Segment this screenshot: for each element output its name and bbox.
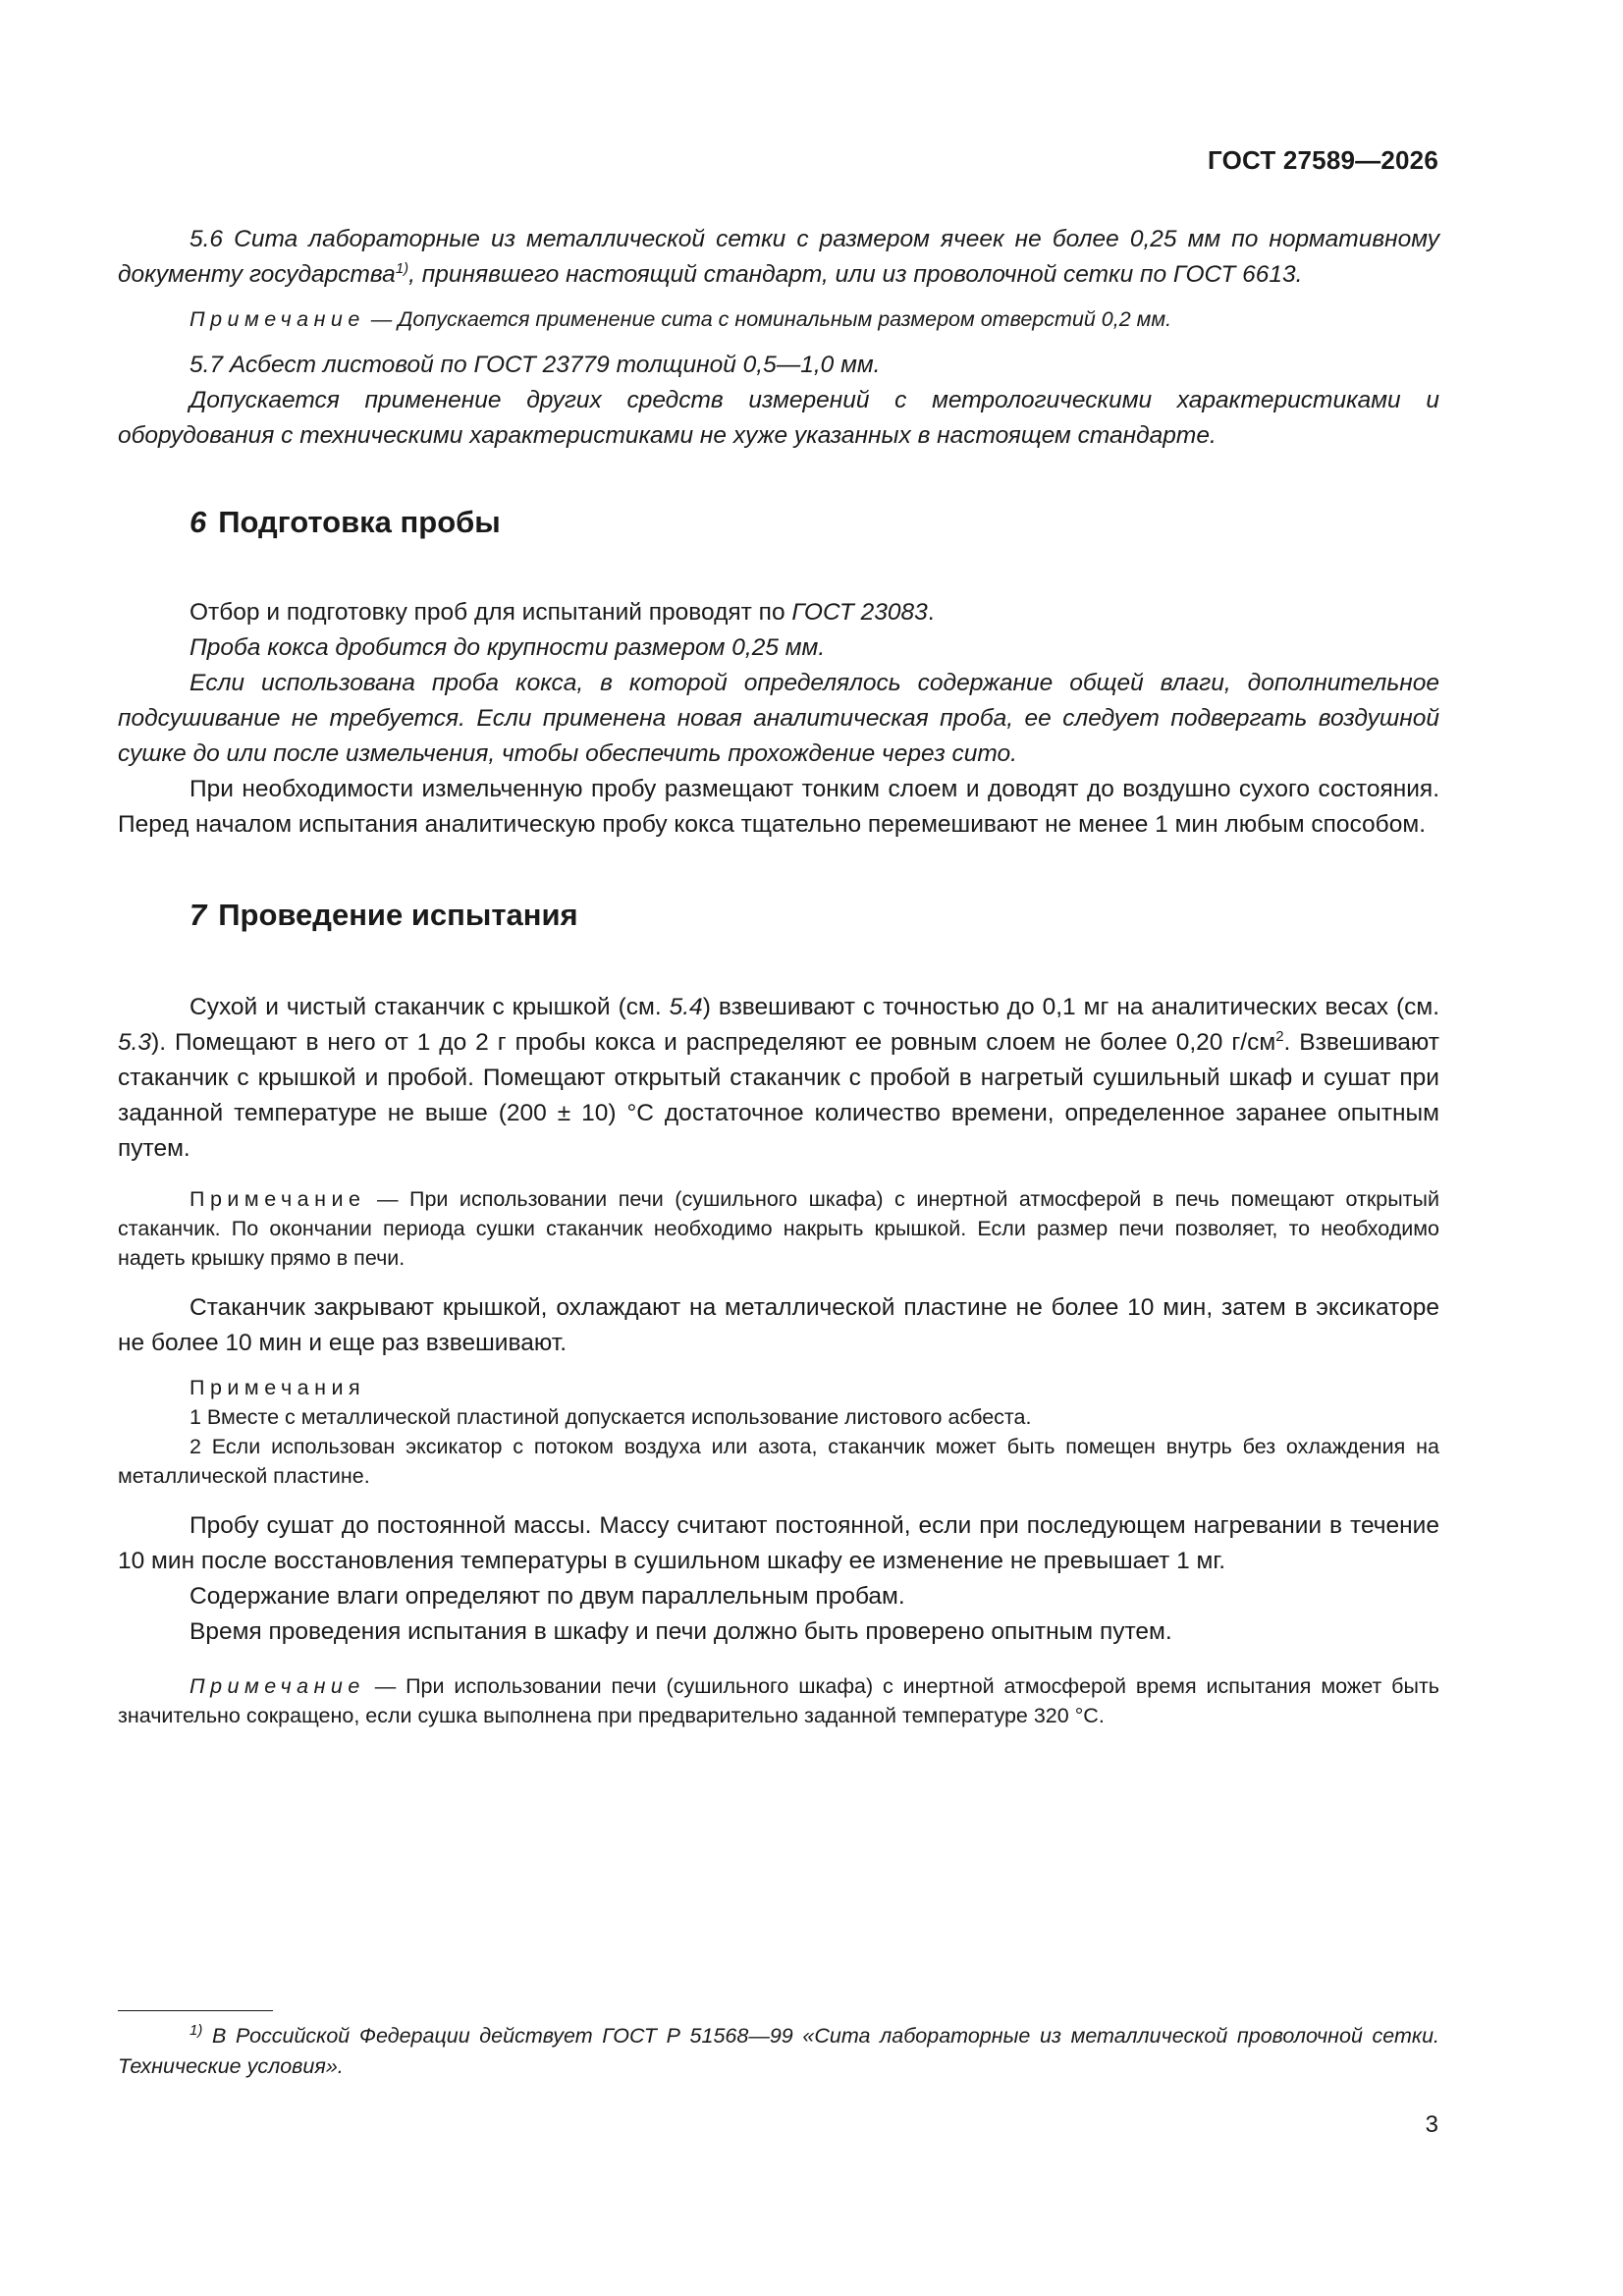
section-number: 6 [189, 505, 207, 539]
document-code-header: ГОСТ 27589—2026 [1208, 145, 1438, 175]
section-6-heading [118, 503, 1439, 542]
clause-5-6 [118, 222, 1439, 293]
section-7-note-3 [118, 1671, 1439, 1730]
section-title: Подготовка пробы [218, 505, 501, 539]
note-text: — При использовании печи (сушильного шкафа) с инертной атмосферой в печь помещают открытый стаканчик. По окончании периода сушки стаканчик необходимо накрыть крышкой. Если размер печи позволяет, то необходимо надеть крышку прямо в печи. [118, 1187, 1439, 1270]
paragraph-text: ). Помещают в него от 1 до 2 г пробы кокса и распределяют ее ровным слоем не более 0,20 г/см [151, 1029, 1276, 1056]
clause-reference: 5.3 [118, 1029, 152, 1056]
section-title: Проведение испытания [218, 898, 578, 932]
section-7-paragraph-4: Содержание влаги определяют по двум параллельным пробам. [189, 1583, 905, 1610]
section-6-paragraph-4: При необходимости измельченную пробу размещают тонким слоем и доводят до воздушно сухого состояния. Перед началом испытания аналитическую пробу кокса тщательно перемешивают не менее 1 мин любым способом. [118, 776, 1439, 838]
section-6-paragraph-3: Если использована проба кокса, в которой определялось содержание общей влаги, дополнительное подсушивание не требуется. Если применена новая аналитическая проба, ее следует подвергать воздушной сушке до или после измельчения, чтобы обеспечить прохождение через сито. [118, 670, 1439, 767]
note-text: — Допускается применение сита с номинальным размером отверстий 0,2 мм. [364, 307, 1172, 331]
section-7-paragraph-1 [118, 990, 1439, 1167]
clause-reference: 5.4 [669, 994, 703, 1020]
superscript: 2 [1275, 1027, 1284, 1045]
section-7-heading [118, 896, 1439, 935]
section-7-note-item-1: 1 Вместе с металлической пластиной допускается использование листового асбеста. [189, 1405, 1032, 1429]
section-7-paragraph-5: Время проведения испытания в шкафу и печи должно быть проверено опытным путем. [189, 1618, 1172, 1645]
clause-5-6-text: 5.6 Сита лабораторные из металлической сетки с размером ячеек не более 0,25 мм по нормативному документу государства [118, 226, 1439, 288]
section-7-note-item-2: 2 Если использован эксикатор с потоком воздуха или азота, стаканчик может быть помещен внутрь без охлаждения на металлической пластине. [118, 1435, 1439, 1488]
notes-label: Примечания [189, 1376, 366, 1399]
section-7-note-1 [118, 1184, 1439, 1273]
note-text: — При использовании печи (сушильного шкафа) с инертной атмосферой время испытания может быть значительно сокращено, если сушка выполнена при предварительно заданной температуре 320 °С. [118, 1674, 1439, 1727]
note-label: Примечание [189, 307, 365, 331]
paragraph-text: Отбор и подготовку проб для испытаний проводят по [189, 599, 792, 626]
footnote [118, 2021, 1439, 2082]
footnote-ref: 1) [395, 259, 409, 277]
paragraph-end: . [927, 599, 935, 626]
section-6-paragraph-1 [118, 595, 1439, 630]
note-5-6 [118, 304, 1439, 334]
clause-5-7: 5.7 Асбест листовой по ГОСТ 23779 толщиной 0,5—1,0 мм. [189, 352, 881, 378]
section-7-paragraph-3: Пробу сушат до постоянной массы. Массу считают постоянной, если при последующем нагревании в течение 10 мин после восстановления температуры в сушильном шкафу ее изменение не превышает 1 мг. [118, 1512, 1439, 1574]
footnote-separator [118, 2010, 273, 2011]
standard-reference: ГОСТ 23083 [791, 599, 928, 626]
paragraph-text: Сухой и чистый стаканчик с крышкой (см. [189, 994, 670, 1020]
paragraph-text: ) взвешивают с точностью до 0,1 мг на аналитических весах (см. [702, 994, 1440, 1020]
section-number: 7 [189, 898, 207, 932]
paragraph-text: . Взвешивают стаканчик с крышкой и пробой. Помещают открытый стаканчик с пробой в нагретый сушильный шкаф и сушат при заданной температуре не выше (200 ± 10) °С достаточное количество времени, определенное заранее опытным путем. [118, 1029, 1439, 1162]
note-label: Примечание [189, 1674, 365, 1698]
footnote-text: В Российской Федерации действует ГОСТ Р 51568—99 «Сита лабораторные из металлической проволочной сетки. Технические условия». [118, 2024, 1439, 2078]
section-6-paragraph-2: Проба кокса дробится до крупности размером 0,25 мм. [189, 634, 826, 661]
clause-5-allow: Допускается применение других средств измерений с метрологическими характеристиками и оборудования с техническими характеристиками не хуже указанных в настоящем стандарте. [118, 387, 1439, 449]
clause-5-6-text-end: , принявшего настоящий стандарт, или из проволочной сетки по ГОСТ 6613. [408, 261, 1303, 288]
section-7-notes-label [118, 1373, 1439, 1402]
page-number: 3 [1425, 2111, 1438, 2138]
footnote-marker: 1) [189, 2021, 203, 2039]
note-label: Примечание [189, 1187, 366, 1211]
page-content [118, 222, 1439, 1730]
section-7-paragraph-2: Стаканчик закрывают крышкой, охлаждают на металлической пластине не более 10 мин, затем в эксикаторе не более 10 мин и еще раз взвешивают. [118, 1294, 1439, 1356]
